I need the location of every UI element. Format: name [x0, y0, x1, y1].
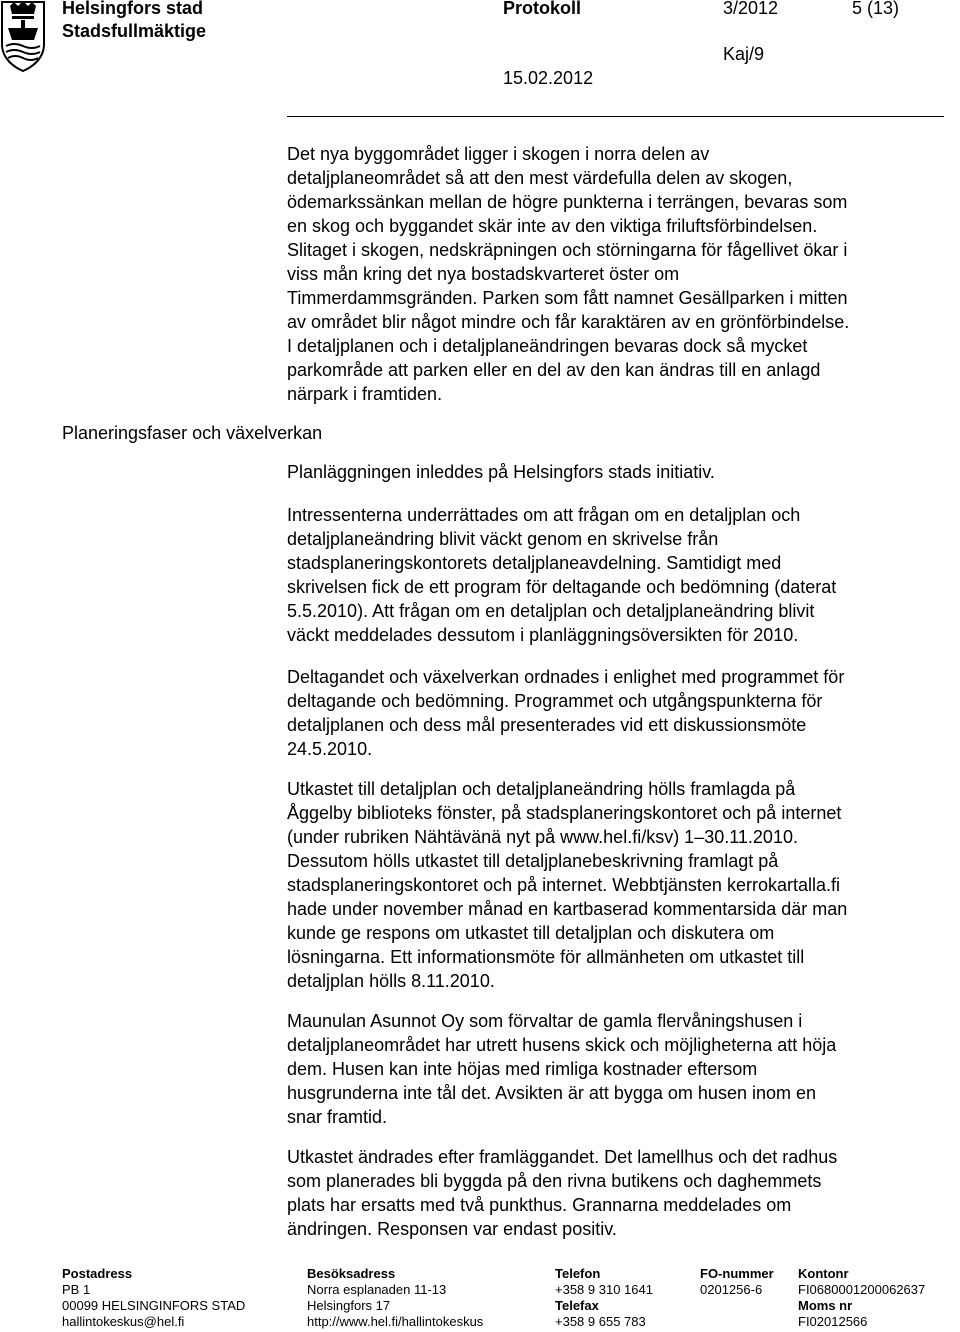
paragraph	[287, 1009, 947, 1129]
footer-line: PB 1	[62, 1282, 91, 1297]
footer-website: http://www.hel.fi/hallintokeskus	[307, 1314, 484, 1329]
body-name: Stadsfullmäktige	[62, 21, 207, 41]
paragraph-text: Utkastet till detaljplan och detaljplaneändring hölls framlagda på Åggelby biblioteks fönster, på stadsplaneringskontoret och på internet (under rubriken Nähtävänä nyt på www.hel.fi/ksv) 1–30.11.2010. Dessutom hölls utkastet till detaljplanebeskrivning framlagt på stadsplaneringskontoret och på internet. Webbtjänsten kerrokartalla.fi hade under november månad en kartbaserad kommentarsida där man kunde ge respons om utkastet till detaljplan och diskutera om lösningarna. Ett informationsmöte för allmänheten om utkastet till detaljplan hölls 8.11.2010.	[287, 779, 848, 991]
page-number: 5 (13)	[852, 0, 900, 18]
header-divider	[287, 116, 944, 117]
footer-line: 00099 HELSINGINFORS STAD	[62, 1298, 246, 1313]
paragraph-text: Maunulan Asunnot Oy som förvaltar de gamla flervåningshusen i detaljplaneområdet har utrett husens skick och möjligheterna att höja dem. Husen kan inte höjas med rimliga kostnader eftersom husgrunderna inte tål det. Avsikten är att bygga om husen inom en snar framtid.	[287, 1011, 837, 1127]
section-heading: Planeringsfaser och växelverkan	[62, 423, 323, 443]
footer-label: Kontonr	[798, 1266, 849, 1281]
paragraph-text: Utkastet ändrades efter framläggandet. Det lamellhus och det radhus som planerades bli byggda på den rivna butikens och daghemmets plats har ersatts med två punkthus. Grannarna meddelades om ändringen. Responsen var endast positiv.	[287, 1147, 838, 1239]
footer-line: Helsingfors 17	[307, 1298, 391, 1313]
helsinki-coat-of-arms-icon	[0, 0, 46, 72]
document-type: Protokoll	[503, 0, 582, 18]
protocol-number: 3/2012	[723, 0, 779, 18]
footer-label: Telefax	[555, 1298, 599, 1313]
footer-business-id-value: 0201256-6	[700, 1282, 763, 1297]
footer-fax-value: +358 9 655 783	[555, 1314, 646, 1329]
paragraph	[287, 665, 947, 761]
paragraph: Planläggningen inleddes på Helsingfors stads initiativ.	[287, 462, 715, 482]
paragraph	[287, 1145, 947, 1241]
footer-label: FO-nummer	[700, 1266, 774, 1281]
footer-label: Besöksadress	[307, 1266, 396, 1281]
footer-phone-value: +358 9 310 1641	[555, 1282, 653, 1297]
paragraph	[287, 777, 947, 993]
item-number: Kaj/9	[723, 44, 765, 64]
footer-account	[798, 1266, 925, 1330]
footer-vat-value: FI02012566	[798, 1314, 868, 1329]
footer-email: hallintokeskus@hel.fi	[62, 1314, 185, 1329]
footer-phone	[555, 1266, 653, 1330]
organization-name: Helsingfors stad	[62, 0, 204, 18]
footer-label: Postadress	[62, 1266, 133, 1281]
paragraph: Intressenterna underrättades om att frågan om en detaljplan och detaljplaneändring blivit väckt genom en skrivelse från stadsplaneringskontorets detaljplaneavdelning. Samtidigt med skrivelsen fick de ett program för deltagande och bedömning (daterat 5.5.2010). Att frågan om en detaljplan och detaljplaneändring blivit väckt meddelades dessutom i planläggningsöversikten för 2010.	[287, 505, 837, 645]
footer-label: Moms nr	[798, 1298, 853, 1313]
meeting-date: 15.02.2012	[503, 68, 594, 88]
footer-label: Telefon	[555, 1266, 601, 1281]
footer-visiting-address	[307, 1266, 483, 1330]
footer-line: Norra esplanaden 11-13	[307, 1282, 447, 1297]
paragraph-text: Deltagandet och växelverkan ordnades i enlighet med programmet för deltagande och bedömning. Programmet och utgångspunkterna för detaljplanen och dess mål presenterades vid ett diskussionsmöte 24.5.2010.	[287, 667, 845, 759]
footer-business-id	[700, 1266, 774, 1298]
section-body-top	[287, 142, 947, 406]
paragraph: Det nya byggområdet ligger i skogen i norra delen av detaljplaneområdet så att den mest värdefulla delen av skogen, ödemarkssänkan mellan de högre punkterna i terrängen, bevaras som en skog och byggandet skär inte av den viktiga friluftsförbindelsen. Slitaget i skogen, nedskräpningen och störningarna för fågellivet ökar i viss mån kring det nya bostadskvarteret öster om Timmerdammsgränden. Parken som fått namnet Gesällparken i mitten av området blir något mindre och får karaktären av en grönförbindelse. I detaljplanen och i detaljplaneändringen bevaras dock så mycket parkområde att parken eller en del av den kan ändras till en anlagd närpark i framtiden.	[287, 144, 850, 404]
footer-account-value: FI0680001200062637	[798, 1282, 926, 1297]
section-body-main	[287, 503, 947, 647]
footer-postal-address	[62, 1266, 245, 1330]
